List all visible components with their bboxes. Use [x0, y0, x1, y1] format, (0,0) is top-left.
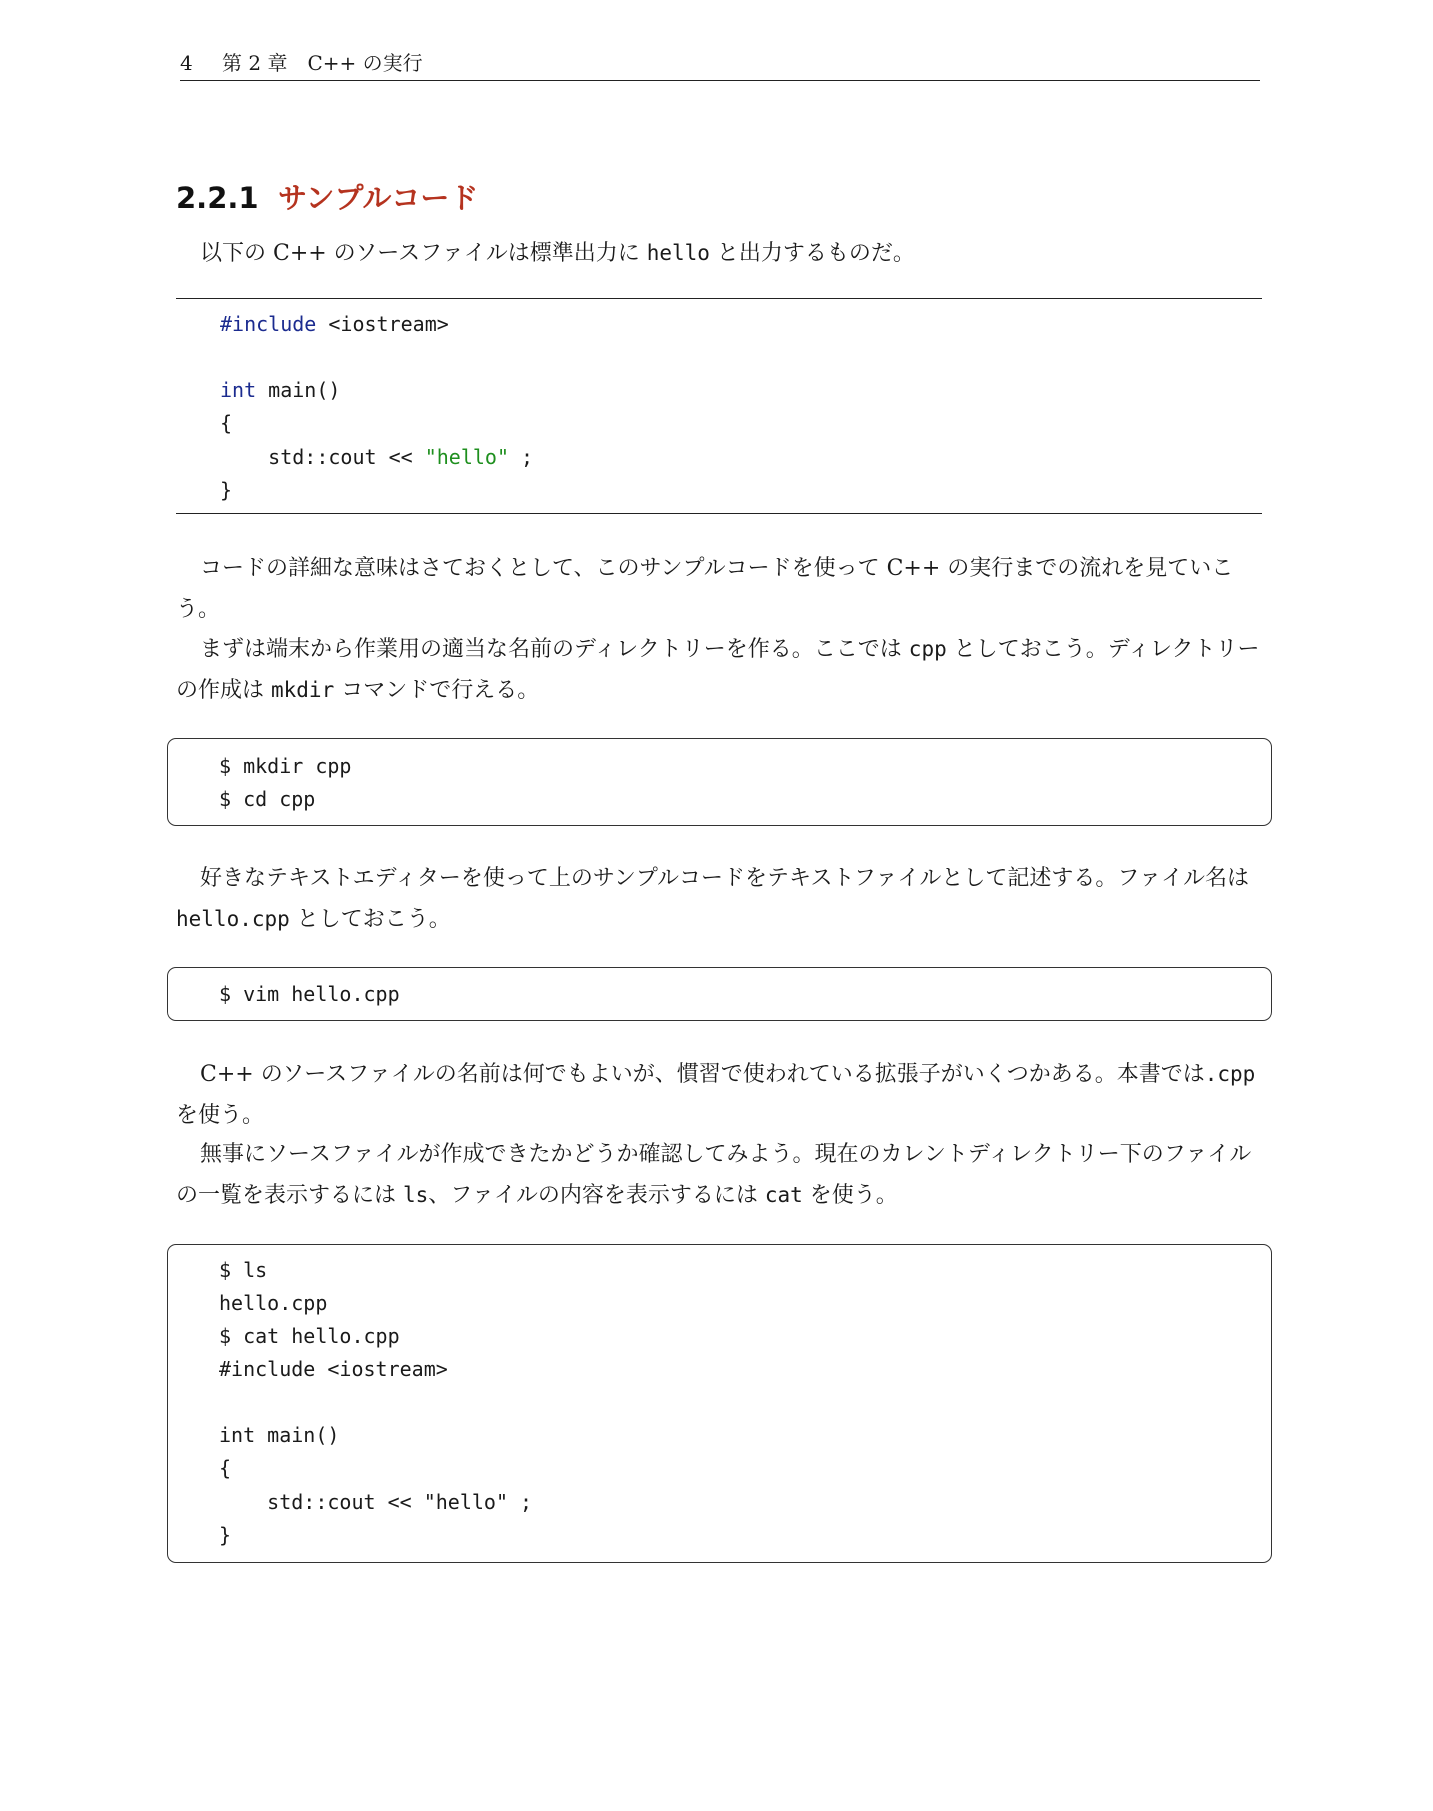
section-number: 2.2.1: [176, 181, 259, 215]
terminal-line: $ vim hello.cpp: [219, 982, 400, 1006]
text-span: を使う。: [176, 1103, 265, 1128]
code-listing: [176, 298, 1262, 514]
paragraph: [176, 858, 1262, 940]
code-line: [220, 445, 533, 469]
keyword: #include: [220, 312, 317, 336]
section-title: サンプルコード: [278, 181, 479, 215]
terminal-line: $ cd cpp: [219, 787, 316, 811]
keyword: int: [220, 378, 257, 402]
text-span: コマンドで行える。: [334, 678, 540, 703]
paragraph: コードの詳細な意味はさておくとして、このサンプルコードを使って C++ の実行までの流れを見ていこう。: [176, 556, 1234, 622]
code-text: ;: [509, 445, 534, 469]
paragraph: [176, 1134, 1262, 1216]
code-line: [220, 312, 449, 336]
string-literal: "hello": [424, 445, 509, 469]
inline-code: cat: [764, 1183, 803, 1207]
terminal-box: [167, 967, 1272, 1021]
paragraph: [176, 629, 1262, 711]
code-text: std::cout <<: [220, 445, 425, 469]
text-span: を使う。: [802, 1183, 898, 1208]
inline-code: cpp: [908, 637, 947, 661]
intro-paragraph: [176, 233, 1262, 274]
text-span: としておこう。: [289, 907, 451, 932]
text-span: と出力するものだ。: [709, 241, 915, 266]
terminal-line: int main(): [219, 1423, 340, 1447]
page-number: 4: [180, 51, 193, 75]
text-span: 好きなテキストエディターを使って上のサンプルコードをテキストファイルとして記述する。ファイル名は: [200, 866, 1249, 891]
terminal-box: [167, 738, 1272, 826]
inline-code: mkdir: [271, 678, 335, 702]
terminal-line: $ cat hello.cpp: [219, 1324, 400, 1348]
terminal-line: std::cout << "hello" ;: [219, 1490, 533, 1514]
terminal-box: [167, 1244, 1272, 1563]
inline-code: ls: [403, 1183, 429, 1207]
terminal-line: {: [219, 1456, 232, 1480]
terminal-line: }: [219, 1523, 232, 1547]
inline-code: .cpp: [1204, 1062, 1256, 1086]
terminal-line: hello.cpp: [219, 1291, 328, 1315]
paragraph: [176, 1054, 1262, 1136]
inline-code: hello: [646, 241, 710, 265]
text-span: C++ のソースファイルの名前は何でもよいが、慣習で使われている拡張子がいくつかある。本書では: [200, 1062, 1205, 1087]
terminal-line: $ ls: [219, 1258, 268, 1282]
inline-code: hello.cpp: [176, 907, 290, 931]
terminal-line: $ mkdir cpp: [219, 754, 352, 778]
text-span: 、ファイルの内容を表示するには: [428, 1183, 765, 1208]
text-span: 無事にソースファイルが作成できたかどうか確認してみよう。現在のカレントディレクトリー下のファイルの一覧を表示するには: [176, 1142, 1252, 1208]
code-line: [220, 378, 340, 402]
text-span: 以下の C++ のソースファイルは標準出力に: [200, 241, 647, 266]
code-line: {: [220, 411, 233, 435]
chapter-title: 第 2 章 C++ の実行: [222, 51, 423, 75]
code-line: }: [220, 478, 233, 502]
terminal-line: #include <iostream>: [219, 1357, 448, 1381]
section-heading: [176, 178, 478, 218]
text-span: まずは端末から作業用の適当な名前のディレクトリーを作る。ここでは: [200, 637, 909, 662]
running-header: [180, 50, 1260, 81]
code-text: <iostream>: [316, 312, 449, 336]
text-span: としておこう。ディレクトリーの作成は: [176, 637, 1260, 703]
code-text: main(): [256, 378, 341, 402]
